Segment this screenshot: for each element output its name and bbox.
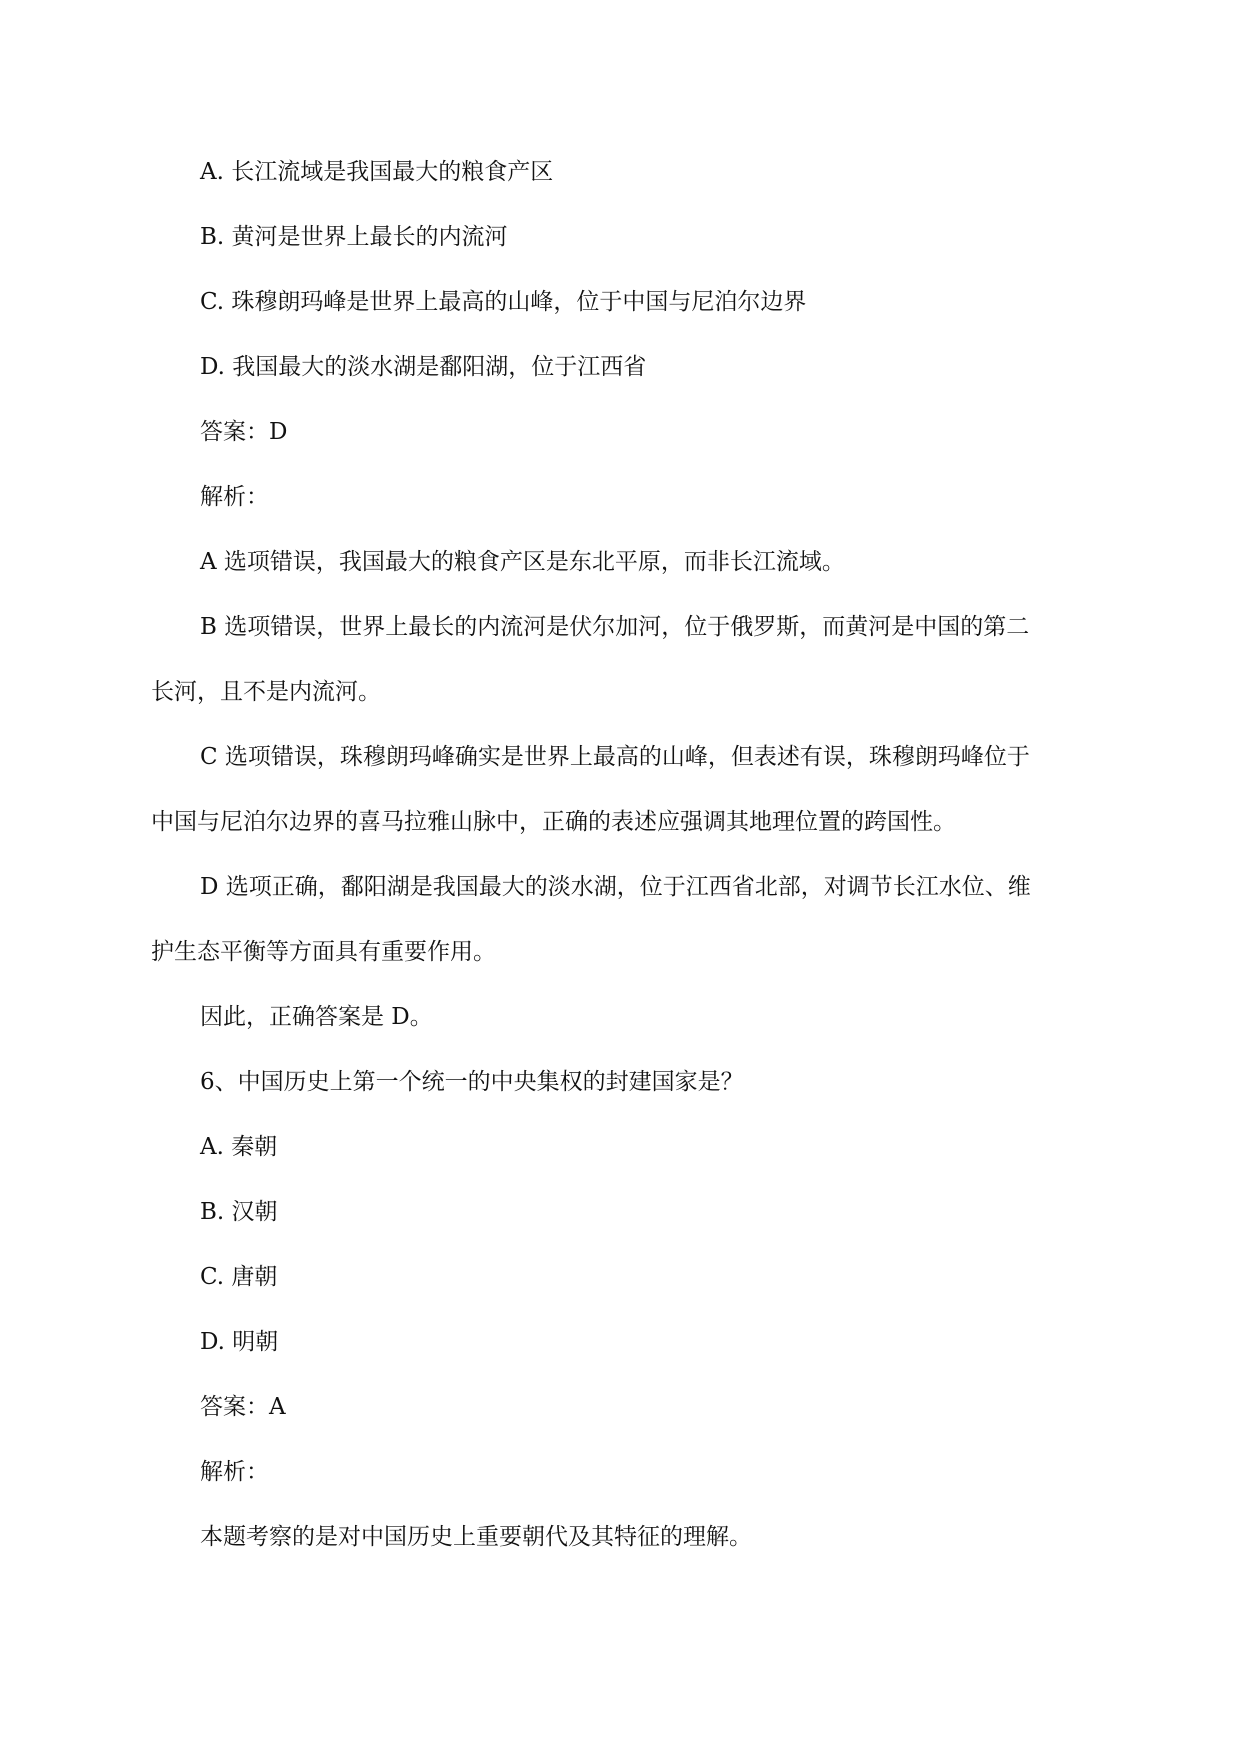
q5-option-d: D. 我国最大的淡水湖是鄱阳湖，位于江西省 bbox=[200, 354, 647, 380]
q5-conclusion: 因此，正确答案是 D。 bbox=[200, 1004, 433, 1030]
q5-explanation-c-line-2: 中国与尼泊尔边界的喜马拉雅山脉中，正确的表述应强调其地理位置的跨国性。 bbox=[151, 809, 956, 835]
q5-explanation-a bbox=[151, 530, 1096, 595]
q5-option-a: A. 长江流域是我国最大的粮食产区 bbox=[200, 159, 554, 185]
q5-explanation-d-line-2: 护生态平衡等方面具有重要作用。 bbox=[151, 939, 496, 965]
q5-explanation-a-line-1: A 选项错误，我国最大的粮食产区是东北平原，而非长江流域。 bbox=[200, 549, 845, 575]
q6-option-d: D. 明朝 bbox=[200, 1329, 279, 1355]
q5-explanation-d bbox=[151, 855, 1096, 985]
q5-analysis-label: 解析： bbox=[200, 484, 269, 510]
q5-answer: 答案：D bbox=[200, 419, 288, 445]
q6-question: 6、中国历史上第一个统一的中央集权的封建国家是？ bbox=[200, 1069, 744, 1095]
q5-explanation-c-line-1: C 选项错误，珠穆朗玛峰确实是世界上最高的山峰，但表述有误，珠穆朗玛峰位于 bbox=[200, 744, 1030, 770]
q5-explanation-b bbox=[151, 595, 1096, 725]
q6-analysis-intro: 本题考察的是对中国历史上重要朝代及其特征的理解。 bbox=[200, 1524, 752, 1550]
document-body bbox=[151, 140, 1096, 1570]
q6-option-a: A. 秦朝 bbox=[200, 1134, 278, 1160]
q5-explanation-b-line-1: B 选项错误，世界上最长的内流河是伏尔加河，位于俄罗斯，而黄河是中国的第二 bbox=[200, 614, 1030, 640]
q6-answer: 答案：A bbox=[200, 1394, 286, 1420]
q6-option-b: B. 汉朝 bbox=[200, 1199, 278, 1225]
q5-explanation-b-line-2: 长河，且不是内流河。 bbox=[151, 679, 381, 705]
q5-option-b: B. 黄河是世界上最长的内流河 bbox=[200, 224, 508, 250]
q5-option-c: C. 珠穆朗玛峰是世界上最高的山峰，位于中国与尼泊尔边界 bbox=[200, 289, 807, 315]
q6-analysis-label: 解析： bbox=[200, 1459, 269, 1485]
q5-explanation-d-line-1: D 选项正确，鄱阳湖是我国最大的淡水湖，位于江西省北部，对调节长江水位、维 bbox=[200, 874, 1031, 900]
q5-explanation-c bbox=[151, 725, 1096, 855]
q6-option-c: C. 唐朝 bbox=[200, 1264, 278, 1290]
